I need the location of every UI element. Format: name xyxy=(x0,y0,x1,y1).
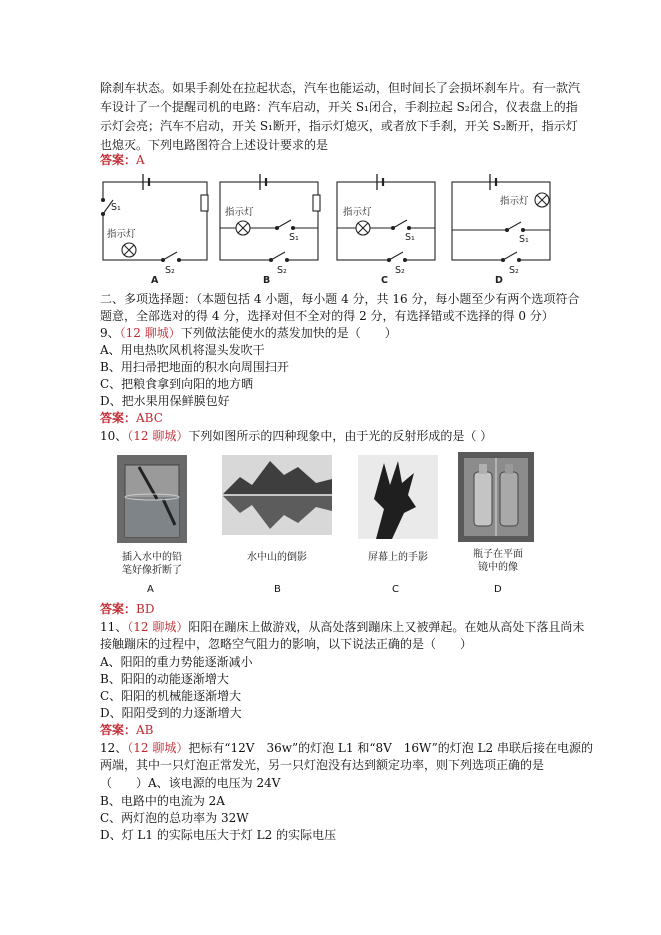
q11-stem-text: 阳阳在蹦床上做游戏，从高处落到蹦床上又被弹起。在她从高处下落且尚未 xyxy=(188,620,585,634)
circuit-a-s2: S₂ xyxy=(165,265,175,276)
q10-answer xyxy=(100,601,154,618)
q10-stem xyxy=(100,428,492,445)
q9-option-d: D、把水果用保鲜膜包好 xyxy=(100,394,230,408)
circuit-a-letter: A xyxy=(151,275,159,285)
answer-label: 答案： xyxy=(100,602,137,616)
q12-stem-line-3: （ ）A、该电源的电压为 24V xyxy=(100,776,281,790)
section2-line-2: 题意，全部选对的得 4 分，选择对但不全对的得 2 分，有选择错或不选择的得 0 分） xyxy=(100,309,554,323)
q10-stem-text: 下列如图所示的四种现象中，由于光的反射形成的是（ ） xyxy=(188,429,493,443)
q12-option-c: C、两灯泡的总功率为 32W xyxy=(100,811,249,825)
q11-source: （12 聊城） xyxy=(127,620,189,634)
answer-value: AB xyxy=(136,723,154,737)
photo-d-caption-line-1: 瓶子在平面 xyxy=(473,549,523,560)
circuit-b-s2: S₂ xyxy=(277,265,287,276)
circuit-d-letter: D xyxy=(495,275,503,285)
q9-option-a: A、用电热吹风机将湿头发吹干 xyxy=(100,343,265,357)
q11-option-d: D、阳阳受到的力逐渐增大 xyxy=(100,706,242,720)
q12-source: （12 聊城） xyxy=(127,741,189,755)
answer-value: ABC xyxy=(136,411,163,425)
q11-option-c: C、阳阳的机械能逐渐增大 xyxy=(100,689,242,703)
circuit-diagrams xyxy=(95,170,565,285)
photo-c-letter: C xyxy=(392,584,399,595)
q9-answer xyxy=(100,410,163,427)
photo-b-caption: 水中山的倒影 xyxy=(247,552,307,563)
photo-d-caption xyxy=(458,548,538,574)
photo-a-caption-line-2: 笔好像折断了 xyxy=(122,565,182,576)
circuit-d-s2: S₂ xyxy=(509,265,519,276)
photo-b-letter: B xyxy=(274,584,281,595)
photo-a-letter: A xyxy=(147,584,154,595)
q9-option-b: B、用扫帚把地面的积水向周围扫开 xyxy=(100,360,289,374)
q12-option-d: D、灯 L1 的实际电压大于灯 L2 的实际电压 xyxy=(100,828,337,842)
q11-number: 11、 xyxy=(100,620,128,634)
q8-text-line-4: 也熄灭。下列电路图符合上述设计要求的是 xyxy=(100,138,329,152)
q12-stem-line-1 xyxy=(100,740,593,757)
q12-stem-line-2: 两端，其中一只灯泡正常发光，另一只灯泡没有达到额定功率，则下列选项正确的是 xyxy=(100,758,545,772)
q9-stem-text: 下列做法能使水的蒸发加快的是（ ） xyxy=(180,326,397,340)
q8-text-line-1: 除刹车状态。如果手刹处在拉起状态，汽车也能运动，但时间长了会损坏刹车片。有一款汽 xyxy=(100,81,581,95)
circuit-a-s1: S₁ xyxy=(111,202,121,213)
q10-source: （12 聊城） xyxy=(127,429,189,443)
circuit-d-s1: S₁ xyxy=(519,234,529,245)
circuit-c-s2: S₂ xyxy=(395,265,405,276)
q11-stem-line-2: 接触蹦床的过程中，忽略空气阻力的影响，以下说法正确的是（ ） xyxy=(100,637,473,651)
circuit-b-letter: B xyxy=(263,275,271,285)
answer-value: A xyxy=(136,153,145,167)
answer-value: BD xyxy=(136,602,155,616)
circuit-d xyxy=(452,174,550,262)
q11-option-a: A、阳阳的重力势能逐渐减小 xyxy=(100,655,253,669)
photo-a-caption xyxy=(117,551,187,577)
circuit-c-letter: C xyxy=(381,275,388,285)
q11-answer xyxy=(100,722,154,739)
q12-number: 12、 xyxy=(100,741,128,755)
q9-source: （12 聊城） xyxy=(119,326,181,340)
section2-line-1: 二、多项选择题：（本题包括 4 小题，每小题 4 分，共 16 分，每小题至少有两个选项符合 xyxy=(100,292,580,306)
q8-text-line-2: 车设计了一个提醒司机的电路：汽车启动，开关 S₁闭合，手刹拉起 S₂闭合，仪表盘上的指 xyxy=(100,100,578,114)
circuit-a-lamp-label: 指示灯 xyxy=(107,229,136,240)
q8-answer xyxy=(100,152,145,169)
photo-mountain-reflection xyxy=(222,455,332,535)
circuit-c-s1: S₁ xyxy=(405,232,415,243)
circuit-d-lamp-label: 指示灯 xyxy=(500,196,529,207)
photo-a-caption-line-1: 插入水中的铅 xyxy=(122,552,182,563)
circuit-b-s1: S₁ xyxy=(289,232,299,243)
photo-c-caption: 屏幕上的手影 xyxy=(368,552,428,563)
q9-stem xyxy=(100,325,397,342)
photo-pencil-in-water xyxy=(117,455,187,543)
q11-stem-line-1 xyxy=(100,619,584,636)
answer-label: 答案： xyxy=(100,411,137,425)
photo-d-caption-line-2: 镜中的像 xyxy=(478,562,518,573)
photo-d-letter: D xyxy=(494,584,502,595)
q12-option-b: B、电路中的电流为 2A xyxy=(100,794,225,808)
circuit-c-lamp-label: 指示灯 xyxy=(343,207,372,218)
q9-number: 9、 xyxy=(100,326,120,340)
answer-label: 答案： xyxy=(100,723,137,737)
photo-hand-shadow xyxy=(358,455,438,539)
photo-bottle-in-mirror xyxy=(458,452,534,542)
q10-number: 10、 xyxy=(100,429,128,443)
circuit-a xyxy=(102,174,209,262)
circuit-b-lamp-label: 指示灯 xyxy=(225,207,254,218)
answer-label: 答案： xyxy=(100,153,137,167)
q9-option-c: C、把粮食拿到向阳的地方晒 xyxy=(100,377,254,391)
q12-stem-text: 把标有“12V 36w”的灯泡 L1 和“8V 16W”的灯泡 L2 串联后接在电源的 xyxy=(188,741,593,755)
q8-text-line-3: 示灯会亮；汽车不启动，开关 S₁断开，指示灯熄灭，或者放下手刹，开关 S₂断开，指示灯 xyxy=(100,119,578,133)
q11-option-b: B、阳阳的动能逐渐增大 xyxy=(100,672,229,686)
